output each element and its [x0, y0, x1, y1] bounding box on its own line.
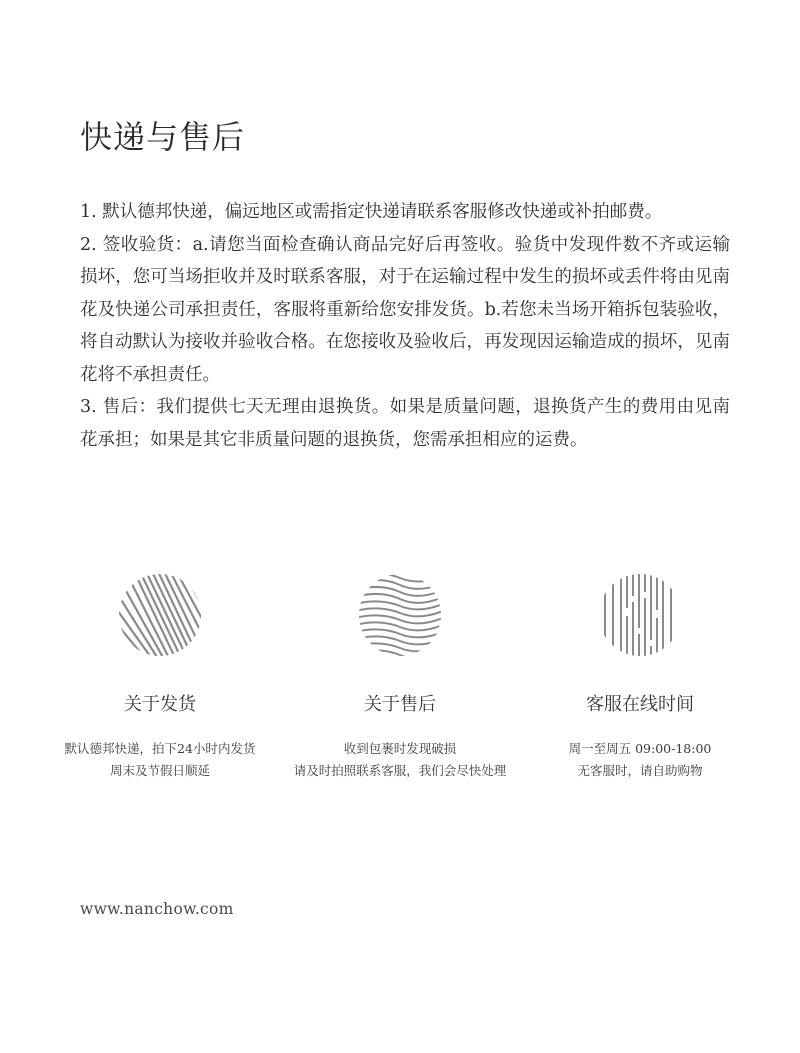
feature-title: 客服在线时间	[586, 694, 694, 715]
policy-item-3: 3. 售后：我们提供七天无理由退换货。如果是质量问题，退换货产生的费用由见南花承担；如果是其它非质量问题的退换货，您需承担相应的运费。	[80, 397, 730, 450]
policy-item-2: 2. 签收验货：a.请您当面检查确认商品完好后再签收。验货中发现件数不齐或运输损坏，您可当场拒收并及时联系客服，对于在运输过程中发生的损坏或丢件将由见南花及快递公司承担责任，客服将重新给您安排发货。b.若您未当场开箱拆包装验收，将自动默认为接收并验收合格。在您接收及验收后，再发现因运输造成的损坏，见南花将不承担责任。	[80, 234, 730, 385]
feature-description	[40, 738, 280, 782]
page-title: 快递与售后	[80, 118, 246, 156]
feature-desc-line: 周末及节假日顺延	[109, 763, 210, 778]
feature-service-hours	[520, 570, 760, 782]
feature-desc-line: 收到包裹时发现破损	[343, 741, 457, 756]
feature-shipping	[40, 570, 280, 782]
feature-title: 关于发货	[124, 694, 196, 715]
diagonal-lines-circle-icon	[115, 570, 205, 660]
feature-title: 关于售后	[364, 694, 436, 715]
wave-lines-circle-icon	[355, 570, 445, 660]
vertical-lines-circle-icon	[595, 570, 685, 660]
website-url: www.nanchow.com	[80, 900, 234, 918]
feature-desc-line: 周一至周五 09:00-18:00	[568, 741, 712, 756]
service-features	[40, 570, 760, 790]
feature-description	[280, 738, 520, 782]
feature-desc-line: 无客服时，请自助购物	[577, 763, 703, 778]
policy-text	[80, 196, 730, 456]
policy-item-1: 1. 默认德邦快递，偏远地区或需指定快递请联系客服修改快递或补拍邮费。	[80, 202, 663, 222]
feature-desc-line: 请及时拍照联系客服，我们会尽快处理	[293, 763, 507, 778]
feature-aftersales	[280, 570, 520, 782]
feature-desc-line: 默认德邦快递，拍下24小时内发货	[64, 741, 256, 756]
feature-description	[520, 738, 760, 782]
